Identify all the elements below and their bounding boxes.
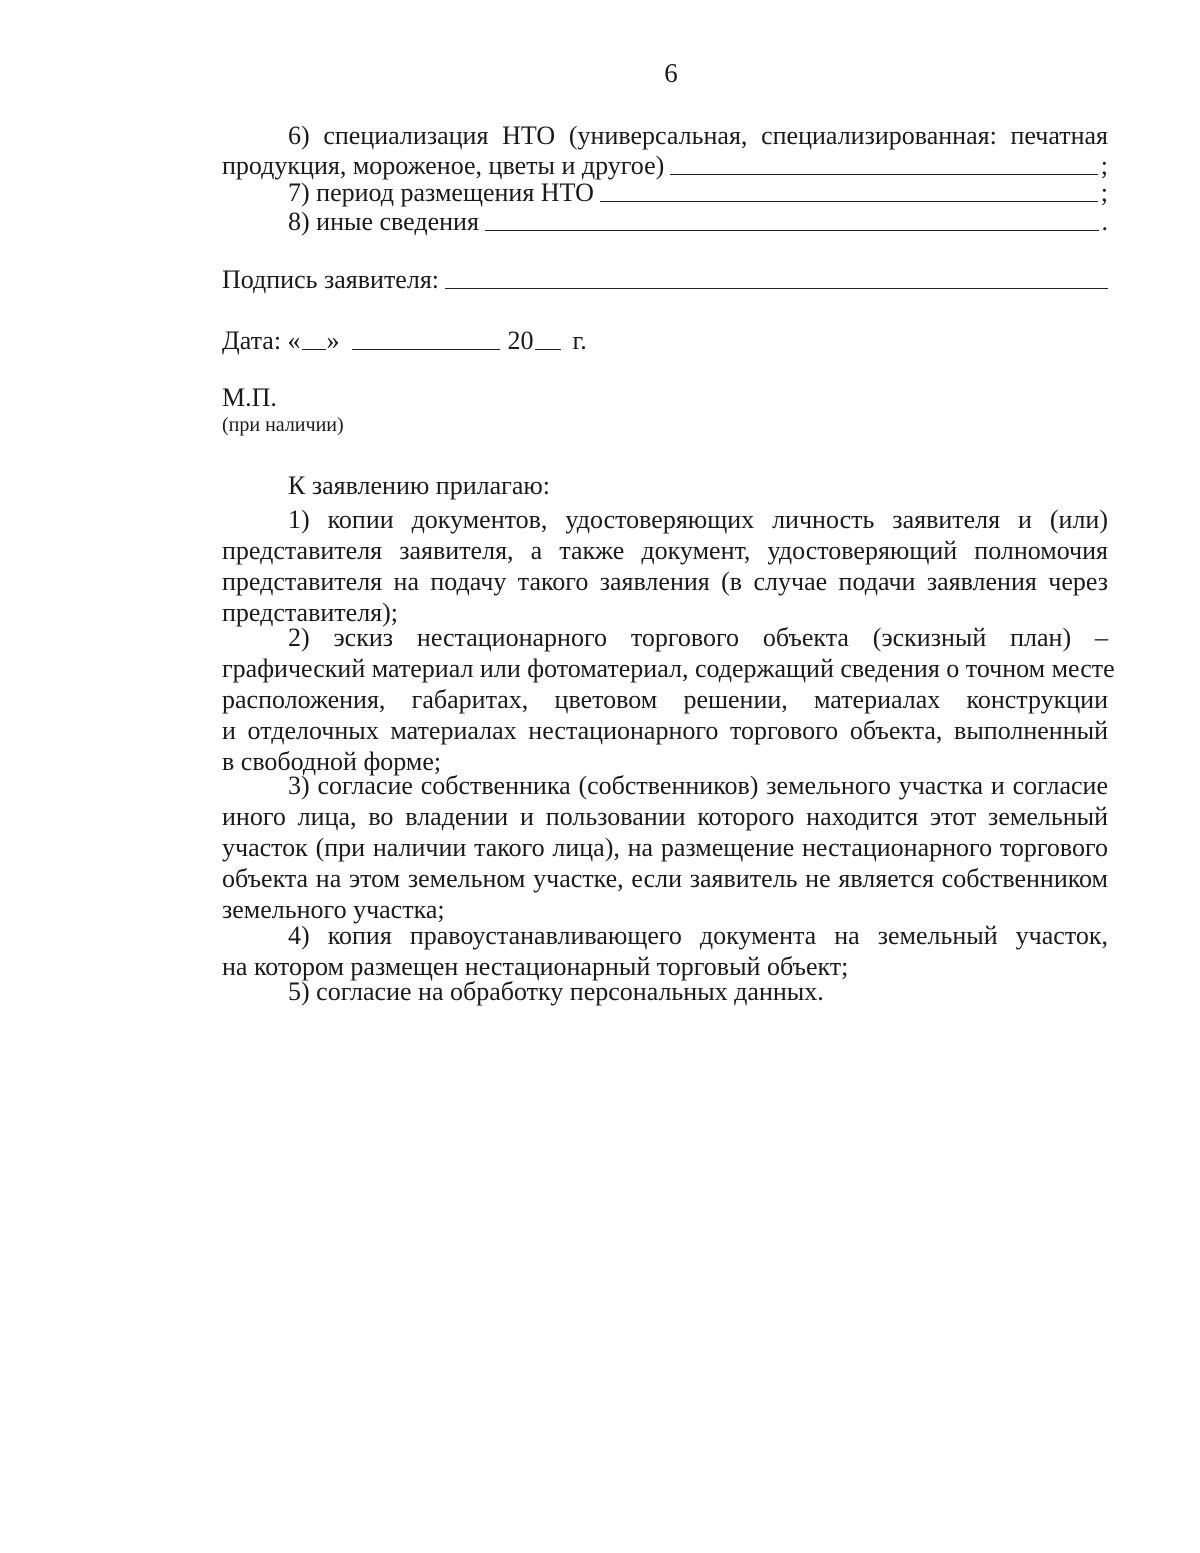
attachment-item-4 xyxy=(222,920,1108,982)
date-year-blank[interactable] xyxy=(535,348,561,350)
item7-row xyxy=(288,177,1108,208)
date-label: Дата: « xyxy=(222,326,301,355)
attachment-1-line: представителя); xyxy=(222,598,399,627)
attachment-1-line: представителя заявителя, а также документ, удостоверяющий полномочия xyxy=(222,536,1108,565)
stamp-note: (при наличии) xyxy=(222,414,344,436)
attachment-item-2 xyxy=(222,622,1115,777)
item6-label: продукция, мороженое, цветы и другое) xyxy=(222,151,665,180)
date-year-suffix: г. xyxy=(572,326,587,355)
item8-row xyxy=(288,206,1108,237)
attachment-3-line: участок (при наличии такого лица), на размещение нестационарного торгового xyxy=(222,833,1108,862)
attachment-item-5 xyxy=(222,976,1108,1007)
date-month-blank[interactable] xyxy=(352,348,500,350)
stamp-label: М.П. xyxy=(222,383,277,412)
attachment-item-1 xyxy=(222,504,1108,628)
item6-line1: 6) специализация НТО (универсальная, специализированная: печатная xyxy=(288,121,1108,150)
item7-end: ; xyxy=(1100,178,1108,207)
date-row xyxy=(222,325,587,356)
attachment-2-line: расположения, габаритах, цветовом решении, материалах конструкции xyxy=(222,685,1108,714)
attachment-2-line: и отделочных материалах нестационарного торгового объекта, выполненный xyxy=(222,716,1108,745)
attachment-2-line: в свободной форме; xyxy=(222,747,442,776)
item8-blank-line[interactable] xyxy=(485,229,1099,231)
signature-label: Подпись заявителя: xyxy=(222,265,440,294)
item8-label: 8) иные сведения xyxy=(288,207,479,236)
item6-blank-line[interactable] xyxy=(670,173,1097,175)
attachment-3-line: объекта на этом земельном участке, если заявитель не является собственником xyxy=(222,864,1108,893)
attachments-heading: К заявлению прилагаю: xyxy=(288,471,551,500)
attachment-2-line: 2) эскиз нестационарного торгового объекта (эскизный план) – xyxy=(288,623,1108,652)
item7-label: 7) период размещения НТО xyxy=(288,178,594,207)
attachment-2-line: графический материал или фотоматериал, содержащий сведения о точном месте xyxy=(222,654,1115,683)
page-number: 6 xyxy=(664,58,678,88)
signature-row xyxy=(222,264,1108,295)
item8-end: . xyxy=(1101,207,1108,236)
date-year-prefix: 20 xyxy=(507,326,534,355)
item6-end: ; xyxy=(1100,151,1108,180)
date-quote-close: » xyxy=(326,326,340,355)
attachment-1-line: представителя на подачу такого заявления (в случае подачи заявления через xyxy=(222,567,1108,596)
attachment-3-line: земельного участка; xyxy=(222,895,445,924)
date-day-blank[interactable] xyxy=(302,348,326,350)
item7-blank-line[interactable] xyxy=(600,200,1098,202)
attachment-5-line: 5) согласие на обработку персональных данных. xyxy=(288,977,824,1006)
attachment-4-line: 4) копия правоустанавливающего документа на земельный участок, xyxy=(288,921,1108,950)
signature-blank-line[interactable] xyxy=(445,287,1108,289)
attachment-1-line: 1) копии документов, удостоверяющих личность заявителя и (или) xyxy=(288,505,1108,534)
attachment-item-3 xyxy=(222,770,1108,925)
attachment-3-line: 3) согласие собственника (собственников) земельного участка и согласие xyxy=(288,771,1108,800)
attachment-3-line: иного лица, во владении и пользовании которого находится этот земельный xyxy=(222,802,1108,831)
attachment-4-line: на котором размещен нестационарный торговый объект; xyxy=(222,952,849,981)
